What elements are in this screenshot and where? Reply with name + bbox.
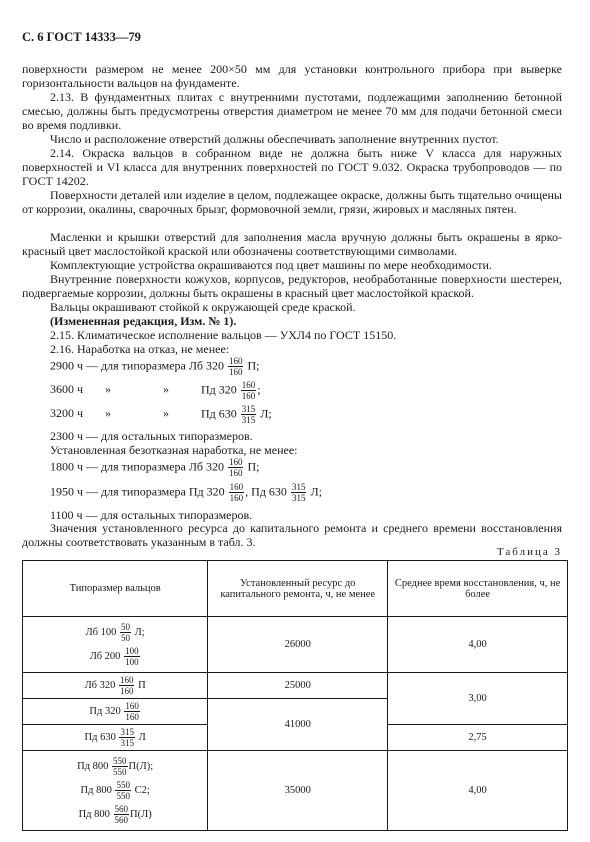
resource-cell: 41000	[208, 699, 388, 751]
fraction: $\frac{160}{160}$	[229, 482, 244, 503]
restore-cell: 4,00	[388, 617, 568, 673]
table-3	[22, 560, 568, 831]
resource-cell: 25000	[208, 673, 388, 699]
table-header-row	[23, 561, 568, 617]
column-header: Установленный ресурс до капитального ремонта, ч, не менее	[208, 561, 388, 617]
page-header: С. 6 ГОСТ 14333—79	[22, 30, 141, 44]
fraction: $\frac{315}{315}$	[241, 404, 256, 425]
resource-cell: 26000	[208, 617, 388, 673]
table-caption: Таблица 3	[496, 546, 562, 558]
size-cell: Лб 100 $\frac{50}{50}$ Л; Лб 200 $\frac{100}{100}$	[23, 617, 208, 673]
table-row	[23, 751, 568, 831]
fraction: $\frac{160}{160}$	[228, 457, 243, 478]
size-cell: Пд 630 $\frac{315}{315}$ Л	[23, 725, 208, 751]
formula-line: 1800 ч — для типоразмера Лб 320 $\frac{160}{160}$ П;	[50, 457, 260, 478]
table-row	[23, 617, 568, 673]
restore-cell: 3,00	[388, 673, 568, 725]
size-cell: Пд 800 $\frac{550}{550}$ П(Л); Пд 800 $\frac{550}{550}$ С2; Пд 800 $\frac{560}{560}$ П(Л)	[23, 751, 208, 831]
restore-cell: 2,75	[388, 725, 568, 751]
fraction: $\frac{160}{160}$	[241, 380, 256, 401]
formula-line: 3600 ч » » Пд 320 $\frac{160}{160}$ ;	[50, 380, 261, 401]
formula-line: 3200 ч » » Пд 630 $\frac{315}{315}$ Л;	[50, 404, 272, 425]
formula-line: 2900 ч — для типоразмера Лб 320 $\frac{160}{160}$ П;	[50, 356, 260, 377]
column-header: Среднее время восстановления, ч, не более	[388, 561, 568, 617]
size-cell: Лб 320 $\frac{160}{160}$ П	[23, 673, 208, 699]
formula-line: 1950 ч — для типоразмера Пд 320 $\frac{160}{160}$ , Пд 630 $\frac{315}{315}$ Л;	[50, 482, 322, 503]
size-cell: Пд 320 $\frac{160}{160}$	[23, 699, 208, 725]
restore-cell: 4,00	[388, 751, 568, 831]
table-row	[23, 673, 568, 699]
fraction: $\frac{315}{315}$	[291, 482, 306, 503]
fraction: $\frac{160}{160}$	[228, 356, 243, 377]
resource-cell: 35000	[208, 751, 388, 831]
column-header: Типоразмер вальцов	[23, 561, 208, 617]
